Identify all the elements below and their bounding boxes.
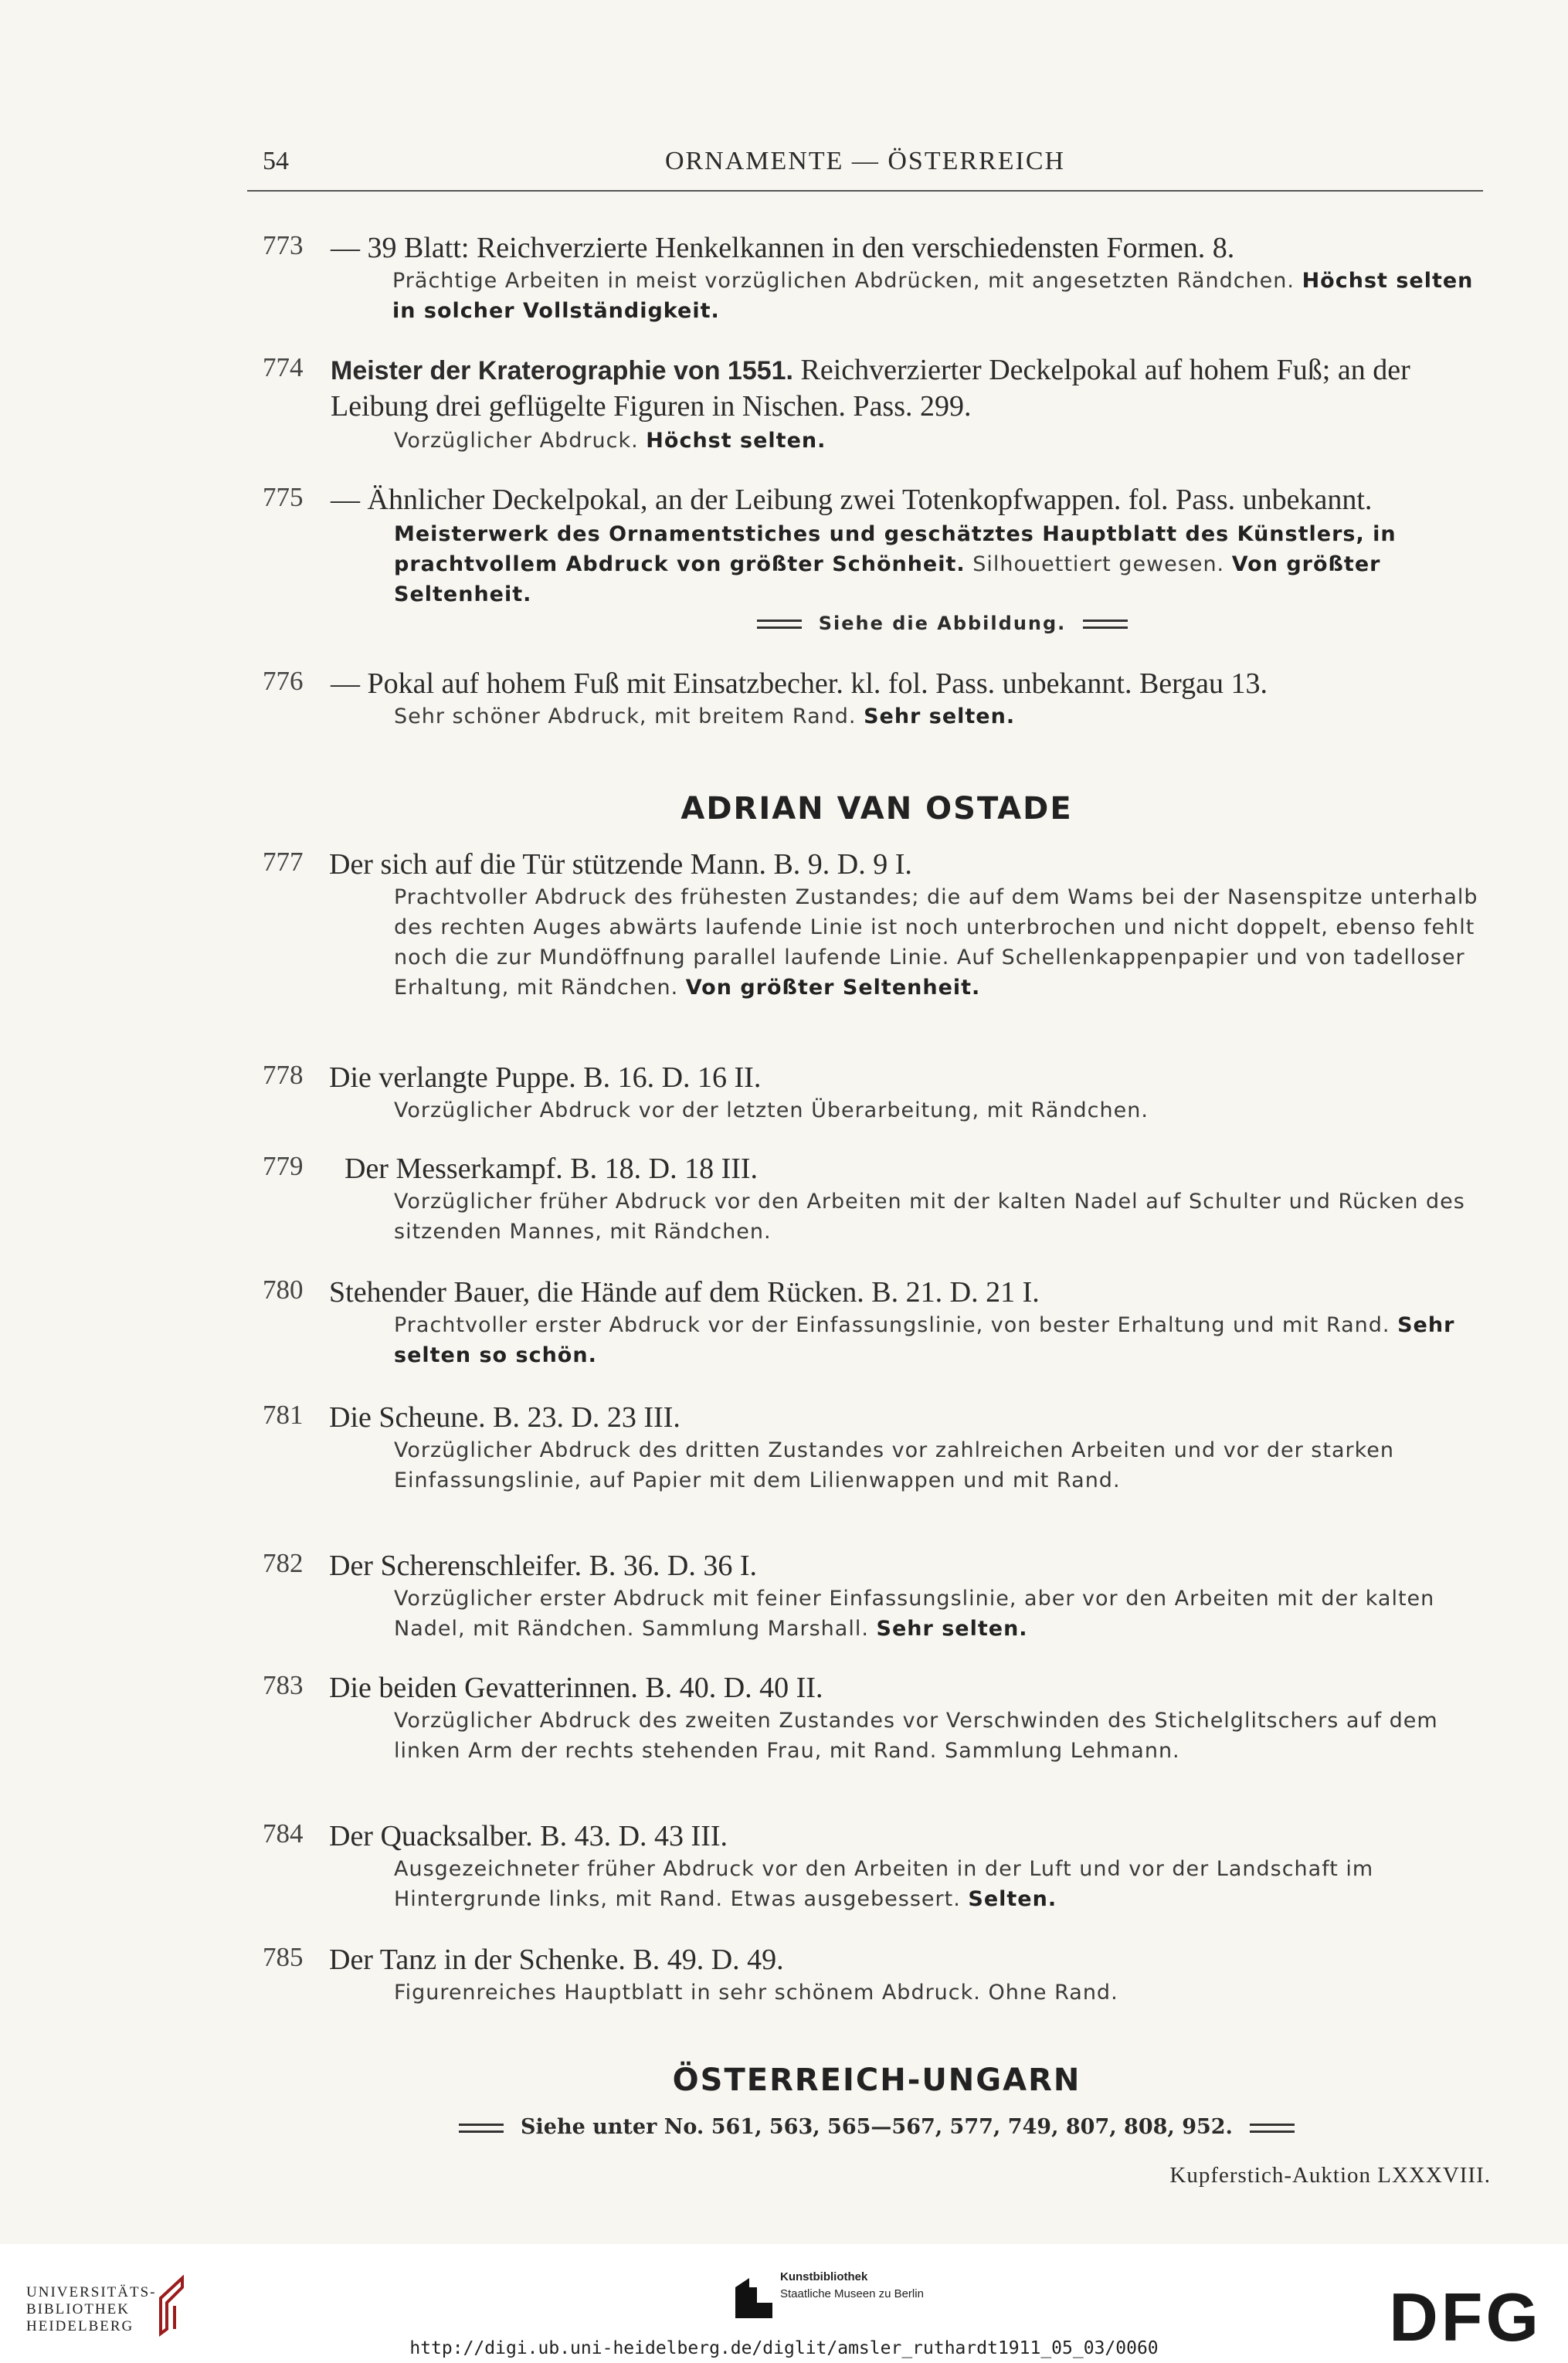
- see-also-references: Siehe unter No. 561, 563, 565—567, 577, 749, 807, 808, 952.: [263, 2115, 1491, 2139]
- entry-title: Der sich auf die Tür stützende Mann. B. 9. D. 9 I.: [329, 848, 912, 881]
- university-library-label: UNIVERSITÄTS- BIBLIOTHEK HEIDELBERG: [26, 2284, 157, 2334]
- page-number: 54: [263, 147, 289, 175]
- entry-note: Vorzüglicher Abdruck vor der letzten Überarbeitung, mit Rändchen.: [394, 1098, 1149, 1122]
- entry-number: 784: [263, 1818, 304, 1849]
- entry-note: Vorzüglicher Abdruck des zweiten Zustandes vor Verschwinden des Stichelglitschers auf dem linken Arm der rechts stehenden Frau, mit Rand. Sammlung Lehmann.: [394, 1709, 1438, 1763]
- entry-title: — Ähnlicher Deckelpokal, an der Leibung zwei Totenkopfwappen. fol. Pass. unbekannt.: [331, 484, 1373, 516]
- catalog-entry-781: [263, 1400, 1491, 1496]
- entry-note: Vorzüglicher Abdruck. Höchst selten.: [394, 429, 826, 453]
- entry-number: 777: [263, 847, 304, 877]
- catalog-entry-782: [263, 1548, 1491, 1644]
- entry-title: Der Messerkampf. B. 18. D. 18 III.: [344, 1153, 759, 1185]
- entry-note: Figurenreiches Hauptblatt in sehr schönem Abdruck. Ohne Rand.: [394, 1981, 1118, 2005]
- page-title: ORNAMENTE — ÖSTERREICH: [664, 147, 1066, 175]
- catalog-entry-776: [263, 666, 1491, 732]
- digitization-footer: [0, 2244, 1568, 2363]
- entry-number: 780: [263, 1275, 304, 1305]
- entry-number: 782: [263, 1548, 304, 1578]
- entry-title: Der Scherenschleifer. B. 36. D. 36 I.: [329, 1550, 758, 1582]
- dfg-logo: DFG: [1389, 2279, 1542, 2355]
- entry-note: Vorzüglicher erster Abdruck mit feiner Einfassungslinie, aber vor den Arbeiten mit der kalten Nadel, mit Rändchen. Sammlung Marshall. Sehr selten.: [394, 1587, 1435, 1641]
- catalog-entry-785: [263, 1942, 1491, 2008]
- page-header: [247, 144, 1483, 182]
- catalog-entry-773: [263, 230, 1491, 326]
- heidelberg-logo-icon: [151, 2275, 188, 2337]
- section-heading-austria: ÖSTERREICH-UNGARN: [672, 2063, 1081, 2098]
- entry-title: — Pokal auf hohem Fuß mit Einsatzbecher. kl. fol. Pass. unbekannt. Bergau 13.: [331, 667, 1268, 700]
- entry-note: Sehr schöner Abdruck, mit breitem Rand. Sehr selten.: [394, 704, 1016, 728]
- entry-title: Die verlangte Puppe. B. 16. D. 16 II.: [329, 1061, 762, 1094]
- auction-label: Kupferstich-Auktion LXXXVIII.: [1169, 2163, 1491, 2188]
- catalog-entry-784: [263, 1818, 1491, 1914]
- section-heading-ostade: ADRIAN VAN OSTADE: [680, 791, 1073, 827]
- entry-number: 781: [263, 1400, 304, 1430]
- entry-number: 775: [263, 482, 304, 512]
- entry-title: Die beiden Gevatterinnen. B. 40. D. 40 II.: [329, 1672, 823, 1704]
- entry-number: 773: [263, 230, 304, 260]
- see-illustration: Siehe die Abbildung.: [394, 613, 1491, 634]
- entry-title: Meister der Kraterographie von 1551. Reichverzierter Deckelpokal auf hohem Fuß; an der Leibung drei geflügelte Figuren in Nischen. Pass. 299.: [331, 354, 1410, 423]
- entry-title: — 39 Blatt: Reichverzierte Henkelkannen in den verschiedensten Formen. 8.: [331, 232, 1235, 264]
- source-url-link[interactable]: http://digi.ub.uni-heidelberg.de/diglit/amsler_ruthardt1911_05_03/0060: [409, 2338, 1159, 2358]
- catalog-entry-783: [263, 1670, 1491, 1766]
- catalog-entry-780: [263, 1275, 1491, 1370]
- entry-note: Meisterwerk des Ornamentstiches und geschätztes Hauptblatt des Künstlers, in prachtvollem Abdruck von größter Schönheit. Silhouettiert gewesen. Von größter Seltenheit.: [394, 522, 1397, 606]
- entry-number: 776: [263, 666, 304, 696]
- entry-title: Der Quacksalber. B. 43. D. 43 III.: [329, 1820, 728, 1852]
- catalog-entry-775: [263, 482, 1491, 634]
- entry-number: 774: [263, 352, 304, 382]
- entry-note: Vorzüglicher Abdruck des dritten Zustandes vor zahlreichen Arbeiten und vor der starken Einfassungslinie, auf Papier mit dem Lilienwappen und mit Rand.: [394, 1438, 1394, 1492]
- catalog-entry-779: [263, 1151, 1491, 1247]
- entry-note: Prachtvoller Abdruck des frühesten Zustandes; die auf dem Wams bei der Nasenspitze unterhalb des rechten Auges abwärts laufende Linie ist noch unterbrochen und nicht doppelt, ebenso fehlt noch die zur Mundöffnung parallel laufende Linie. Auf Schellenkappenpapier und von tadelloser Erhaltung, mit Rändchen. Von größter Seltenheit.: [394, 885, 1478, 1000]
- catalog-entry-778: [263, 1060, 1491, 1125]
- entry-note: Vorzüglicher früher Abdruck vor den Arbeiten mit der kalten Nadel auf Schulter und Rücken des sitzenden Mannes, mit Rändchen.: [394, 1190, 1465, 1244]
- catalog-entry-774: [263, 352, 1491, 456]
- entry-number: 778: [263, 1060, 304, 1090]
- kunstbibliothek-label: Kunstbibliothek Staatliche Museen zu Berlin: [780, 2270, 924, 2300]
- catalog-entry-777: [263, 847, 1491, 1003]
- entry-note: Ausgezeichneter früher Abdruck vor den Arbeiten in der Luft und vor der Landschaft im Hintergrunde links, mit Rand. Etwas ausgebessert. Selten.: [394, 1857, 1374, 1911]
- entry-note: Prächtige Arbeiten in meist vorzüglichen Abdrücken, mit angesetzten Rändchen. Höchst selten in solcher Vollständigkeit.: [392, 269, 1474, 323]
- entry-note: Prachtvoller erster Abdruck vor der Einfassungslinie, von bester Erhaltung und mit Rand. Sehr selten so schön.: [394, 1313, 1455, 1367]
- entry-number: 785: [263, 1942, 304, 1972]
- entry-title: Die Scheune. B. 23. D. 23 III.: [329, 1401, 680, 1434]
- entry-number: 783: [263, 1670, 304, 1700]
- entry-title: Stehender Bauer, die Hände auf dem Rücken. B. 21. D. 21 I.: [329, 1276, 1040, 1309]
- entry-title: Der Tanz in der Schenke. B. 49. D. 49.: [329, 1944, 784, 1976]
- entry-number: 779: [263, 1151, 304, 1181]
- header-rule: [247, 190, 1483, 192]
